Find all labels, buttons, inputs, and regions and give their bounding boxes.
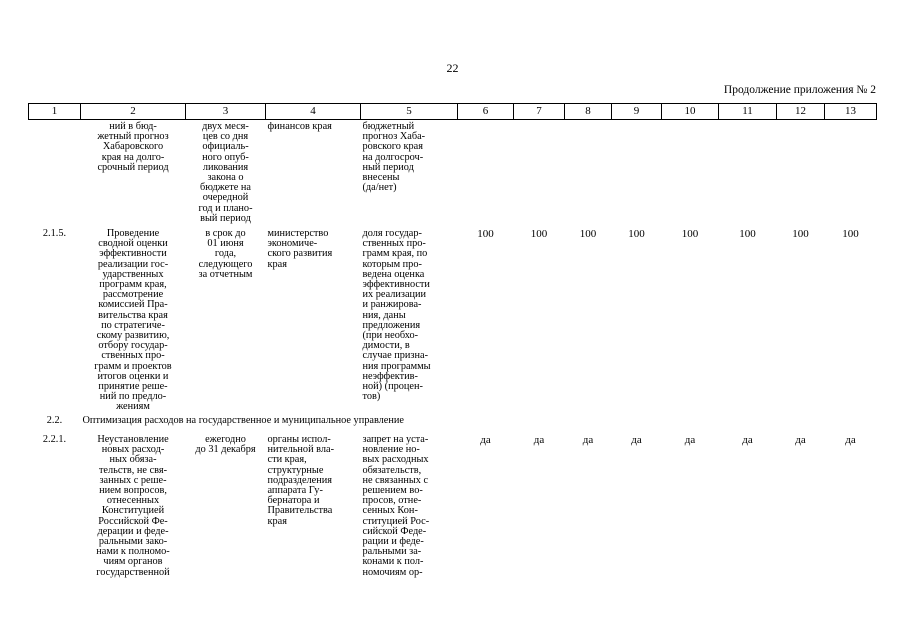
table-row (29, 120, 877, 225)
row-number: 2.2. (46, 414, 63, 426)
year-value: 100 (579, 228, 597, 241)
table-row (29, 430, 877, 578)
year-value (662, 120, 719, 225)
col-header: 8 (565, 104, 612, 120)
year-value: да (582, 433, 594, 446)
col-header: 5 (361, 104, 458, 120)
responsible: финансов края (267, 121, 332, 132)
col-header: 10 (662, 104, 719, 120)
col-header: 13 (825, 104, 877, 120)
program-table (28, 103, 877, 578)
col-header: 12 (777, 104, 825, 120)
continuation-label: Продолжение приложения № 2 (723, 84, 876, 96)
section-row (29, 413, 877, 430)
year-value: да (480, 433, 491, 446)
col-header: 9 (612, 104, 662, 120)
year-value: 100 (681, 228, 699, 241)
year-value (458, 120, 514, 225)
row-number (29, 120, 81, 225)
section-title: Оптимизация расходов на государственное и муниципальное управление (82, 414, 404, 426)
row-number: 2.1.5. (42, 228, 67, 240)
year-value (825, 120, 877, 225)
col-header: 2 (81, 104, 186, 120)
deadline: ежегодно до 31 декабря (195, 433, 256, 456)
measure-name: Проведение сводной оценки эффективности реализации гос- ударственных программ края, рассмотрение комиссией Пра- вительства края по стратегиче- скому развитию, отбору государ- ственных про- грамм и проектов итогов оценки и принятие реше- ний по предло- жениям (94, 228, 172, 413)
col-header: 6 (458, 104, 514, 120)
year-value: да (533, 433, 545, 446)
year-value: 100 (477, 228, 494, 241)
col-header: 3 (186, 104, 266, 120)
year-value (514, 120, 565, 225)
year-value: 100 (739, 228, 756, 241)
col-header: 1 (29, 104, 81, 120)
year-value (719, 120, 777, 225)
year-value: да (795, 433, 806, 446)
measure-name: Неустановление новых расход- ных обяза- тельств, не свя- занных с реше- нием вопросов, отнесенных Конституцией Российской Фе- дерации и феде- ральными зако- нами к полномо- чиям органов государственной (96, 433, 170, 578)
year-value (777, 120, 825, 225)
year-value: да (845, 433, 856, 446)
responsible: органы испол- нительной вла- сти края, структурные подразделения аппарата Гу- бернатора и Правительства края (267, 433, 335, 527)
year-value (612, 120, 662, 225)
deadline: в срок до 01 июня года, следующего за отчетным (198, 228, 253, 280)
deadline: двух меся- цев со дня официаль- ного опуб- ликования закона о бюджете на очередной год и плано- вый период (198, 121, 253, 224)
year-value: 100 (792, 228, 809, 241)
indicator: бюджетный прогноз Хаба- ровского края на долгосроч- ный период внесены (да/нет) (362, 121, 426, 194)
table-row (29, 224, 877, 413)
header-row (29, 104, 877, 120)
measure-name: ний в бюд- жетный прогноз Хабаровского края на долго- срочный период (97, 121, 169, 173)
responsible: министерство экономиче- ского развития края (267, 228, 333, 270)
year-value: 100 (628, 228, 645, 241)
col-header: 4 (266, 104, 361, 120)
year-value: 100 (842, 228, 859, 241)
col-header: 7 (514, 104, 565, 120)
year-value: 100 (530, 228, 548, 241)
row-number: 2.2.1. (42, 433, 67, 445)
year-value: да (684, 433, 696, 446)
col-header: 11 (719, 104, 777, 120)
indicator: запрет на уста- новление но- вых расходных обязательств, не связанных с решением во- просов, отне- сенных Кон- ституцией Рос- сийской Феде- рации и феде- ральными за- конами к пол- номочиям ор- (362, 433, 430, 578)
indicator: доля государ- ственных про- грамм края, по которым про- ведена оценка эффективности их реализации и ранжирова- ния, даны предложения (при необхо- димости, в случае призна- ния программы неэффектив- ной) (процен- тов) (362, 228, 431, 403)
page-number: 22 (446, 61, 459, 75)
year-value (565, 120, 612, 225)
year-value: да (631, 433, 642, 446)
year-value: да (742, 433, 753, 446)
